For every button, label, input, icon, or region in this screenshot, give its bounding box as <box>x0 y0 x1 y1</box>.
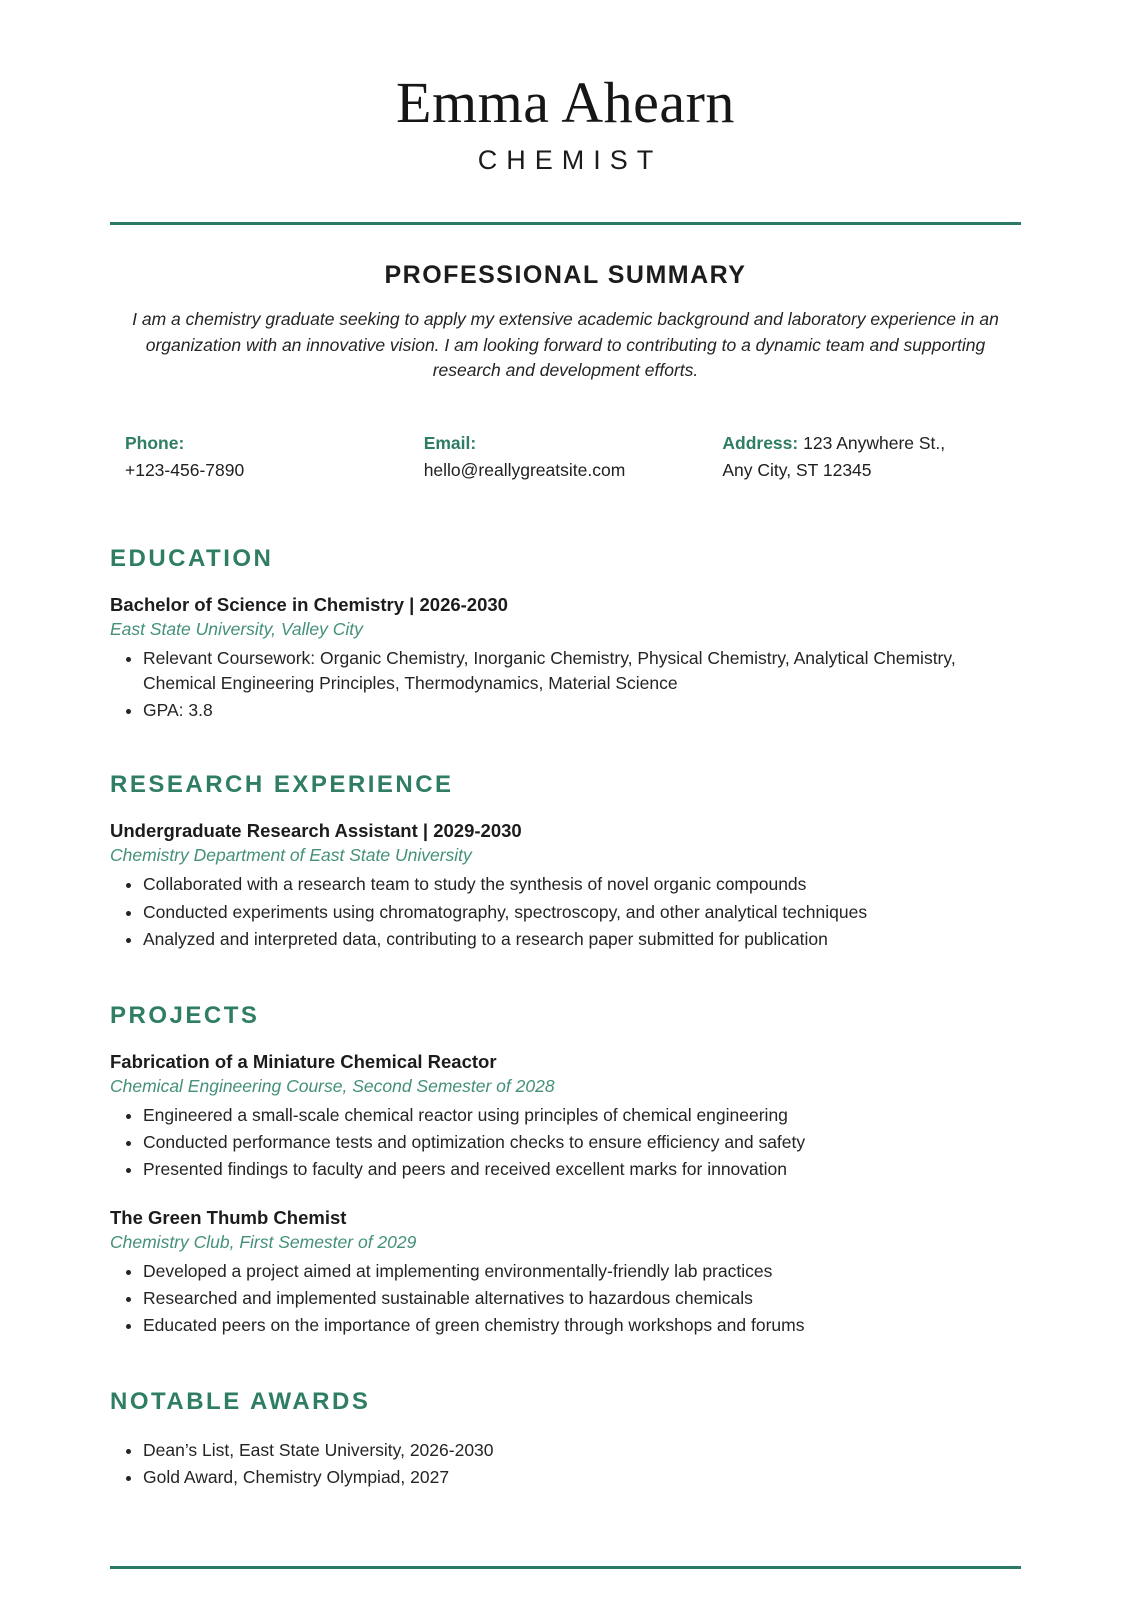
research-organization: Chemistry Department of East State University <box>110 845 472 866</box>
bullet-item: • Researched and implemented sustainable alternatives to hazardous chemicals <box>143 1286 1021 1311</box>
address-street: 123 Anywhere St., <box>803 433 946 454</box>
research-bullets <box>110 872 1021 952</box>
bullet-item: • Gold Award, Chemistry Olympiad, 2027 <box>143 1465 1021 1490</box>
phone-value: +123-456-7890 <box>125 459 245 480</box>
address-line-1 <box>722 430 1021 456</box>
contact-address <box>707 430 1021 483</box>
bullet-item: • Conducted performance tests and optimization checks to ensure efficiency and safety <box>143 1130 1021 1155</box>
project-bullets <box>110 1259 1021 1339</box>
project-item <box>110 1207 1021 1339</box>
contact-phone <box>110 430 409 483</box>
education-degree: Bachelor of Science in Chemistry | 2026-2030 <box>110 593 508 615</box>
address-label: Address: <box>722 433 799 454</box>
phone-label: Phone: <box>125 433 185 454</box>
section-research-experience <box>110 771 1021 952</box>
bottom-divider <box>110 1566 1021 1569</box>
bullet-item: • Relevant Coursework: Organic Chemistry, Inorganic Chemistry, Physical Chemistry, Analytical Chemistry, Chemical Engineering Principles, Thermodynamics, Material Science <box>143 646 1021 696</box>
summary-heading: PROFESSIONAL SUMMARY <box>384 260 747 289</box>
bullet-item: • Conducted experiments using chromatography, spectroscopy, and other analytical techniques <box>143 900 1021 925</box>
top-divider <box>110 222 1021 225</box>
section-projects <box>110 1002 1021 1338</box>
research-role: Undergraduate Research Assistant | 2029-2030 <box>110 820 522 842</box>
project-title: The Green Thumb Chemist <box>110 1206 347 1228</box>
bullet-item: • Collaborated with a research team to study the synthesis of novel organic compounds <box>143 872 1021 897</box>
job-title: CHEMIST <box>477 144 663 175</box>
awards-bullets <box>110 1438 1021 1490</box>
section-notable-awards <box>110 1388 1021 1490</box>
contact-info <box>110 430 1021 483</box>
awards-heading: NOTABLE AWARDS <box>110 1388 371 1416</box>
projects-heading: PROJECTS <box>110 1001 260 1029</box>
project-bullets <box>110 1103 1021 1183</box>
summary-text: I am a chemistry graduate seeking to apply my extensive academic background and laboratory experience in an organization with an innovative vision. I am looking forward to contributing to a dynamic team and supporting research and development efforts. <box>132 308 999 381</box>
project-subtitle: Chemical Engineering Course, Second Semester of 2028 <box>110 1075 555 1096</box>
project-item <box>110 1051 1021 1183</box>
project-subtitle: Chemistry Club, First Semester of 2029 <box>110 1231 417 1252</box>
bullet-item: • Presented findings to faculty and peers and received excellent marks for innovation <box>143 1157 1021 1182</box>
bullet-item: • Developed a project aimed at implementing environmentally-friendly lab practices <box>143 1259 1021 1284</box>
section-education <box>110 545 1021 724</box>
bullet-item: • Educated peers on the importance of green chemistry through workshops and forums <box>143 1313 1021 1338</box>
education-bullets <box>110 646 1021 724</box>
contact-email <box>409 430 708 483</box>
section-professional-summary <box>110 261 1021 385</box>
email-value: hello@reallygreatsite.com <box>423 459 626 480</box>
research-heading: RESEARCH EXPERIENCE <box>110 771 454 799</box>
address-line-2: Any City, ST 12345 <box>722 459 872 480</box>
bullet-item: • Engineered a small-scale chemical reactor using principles of chemical engineering <box>143 1103 1021 1128</box>
bullet-item: • Dean’s List, East State University, 2026-2030 <box>143 1438 1021 1463</box>
education-heading: EDUCATION <box>110 544 274 572</box>
education-school: East State University, Valley City <box>110 618 363 639</box>
project-title: Fabrication of a Miniature Chemical Reactor <box>110 1050 497 1072</box>
bullet-item: • GPA: 3.8 <box>143 698 1021 723</box>
bullet-item: • Analyzed and interpreted data, contributing to a research paper submitted for publication <box>143 927 1021 952</box>
email-label: Email: <box>423 433 477 454</box>
person-name: Emma Ahearn <box>396 70 735 135</box>
